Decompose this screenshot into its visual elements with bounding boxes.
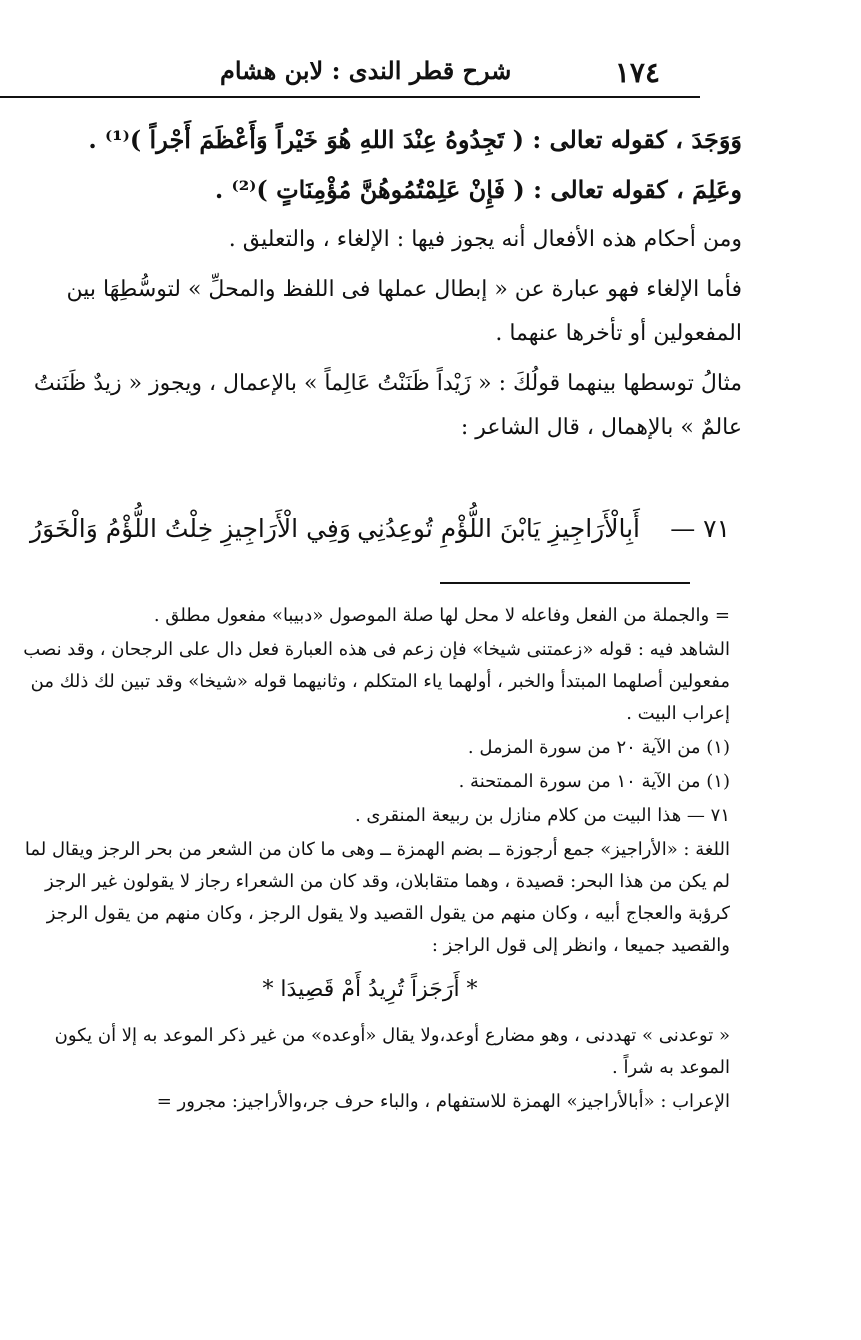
- paragraph-rulings: ومن أحكام هذه الأفعال أنه يجوز فيها : الإلغاء ، والتعليق .: [228, 227, 742, 252]
- paragraph-ilgha: فأما الإلغاء فهو عبارة عن « إبطال عملها فى اللفظ والمحلِّ » لتوسُّطِهَا بين المفعولين أو تأخرها عنهما .: [66, 277, 742, 346]
- footnote-continuation: = والجملة من الفعل وفاعله لا محل لها صلة الموصول «دبيبا» مفعول مطلق .: [153, 605, 730, 626]
- paragraph-wajada: وَوَجَدَ ، كقوله تعالى : ( تَجِدُوهُ عِنْدَ اللهِ هُوَ خَيْراً وَأَعْظَمَ أَجْراً )⁽¹⁾ .: [88, 125, 742, 154]
- paragraph-alima: وعَلِمَ ، كقوله تعالى : ( فَإِنْ عَلِمْتُمُوهُنَّ مُؤْمِنَاتٍ )⁽²⁾ .: [214, 175, 742, 204]
- verse-second-hemistich: وَفِي الْأَرَاجِيزِ خِلْتُ اللُّؤْمُ وَالْخَوَرُ: [30, 514, 351, 543]
- poetry-verse: [30, 508, 730, 558]
- footnote-rule: [440, 582, 690, 584]
- paragraph-example: مثالُ توسطها بينهما قولُكَ : « زَيْداً ظَنَنْتُ عَالِماً » بالإعمال ، ويجوز « زيدٌ ظَنَنتُ عالمٌ » بالإهمال ، قال الشاعر :: [33, 371, 742, 440]
- footnotes: [10, 600, 730, 1120]
- footnote-language: اللغة : «الأراجيز» جمع أرجوزة ــ بضم الهمزة ــ وهى ما كان من الشعر من بحر الرجز ويقال لما لم يكن من هذا البحر: قصيدة ، وهما متقابلان، وقد كان من الشعراء رجاز لا يقولون غير الرجز كرؤبة والعجاج أبيه ، وكان منهم من يقول القصيد ولا يقول الرجز ، وكان منهم من يقول الرجز والقصيد جميعا ، وانظر إلى قول الراجز :: [24, 839, 730, 956]
- footnote-verse-source: ٧١ — هذا البيت من كلام منازل بن ربيعة المنقرى .: [354, 805, 730, 826]
- verse-first-hemistich: أَبِالْأَرَاجِيزِ يَابْنَ اللُّؤْمِ تُوعِدُنِي: [357, 514, 640, 543]
- header-rule: [0, 96, 700, 98]
- footnote-2: (١) من الآية ١٠ من سورة الممتحنة .: [458, 771, 730, 792]
- verse-number: ٧١ —: [670, 514, 730, 543]
- main-text: [12, 118, 742, 456]
- footnote-rajaz-verse: * أَرَجَزاً تُرِيدُ أَمْ قَصِيدَا *: [262, 977, 478, 1002]
- running-title: شرح قطر الندى : لابن هشام: [220, 56, 512, 85]
- footnote-tuidni: « توعدنى » تهددنى ، وهو مضارع أوعد،ولا يقال «أوعده» من غير ذكر الموعد به إلا أن يكون الموعد به شراً .: [54, 1025, 730, 1078]
- footnote-1: (١) من الآية ٢٠ من سورة المزمل .: [467, 737, 730, 758]
- footnote-irab: الإعراب : «أبالأراجيز» الهمزة للاستفهام ، والباء حرف جر،والأراجيز: مجرور =: [156, 1091, 730, 1112]
- page-number: ١٧٤: [614, 56, 660, 89]
- footnote-shahid: الشاهد فيه : قوله «زعمتنى شيخا» فإن زعم فى هذه العبارة فعل دال على الرجحان ، وقد نصب مفعولين أصلهما المبتدأ والخبر ، أولهما ياء المتكلم ، وثانيهما قوله «شيخا» وقد تبين لك ذلك من إعراب البيت .: [23, 639, 730, 724]
- page-header: [220, 48, 660, 98]
